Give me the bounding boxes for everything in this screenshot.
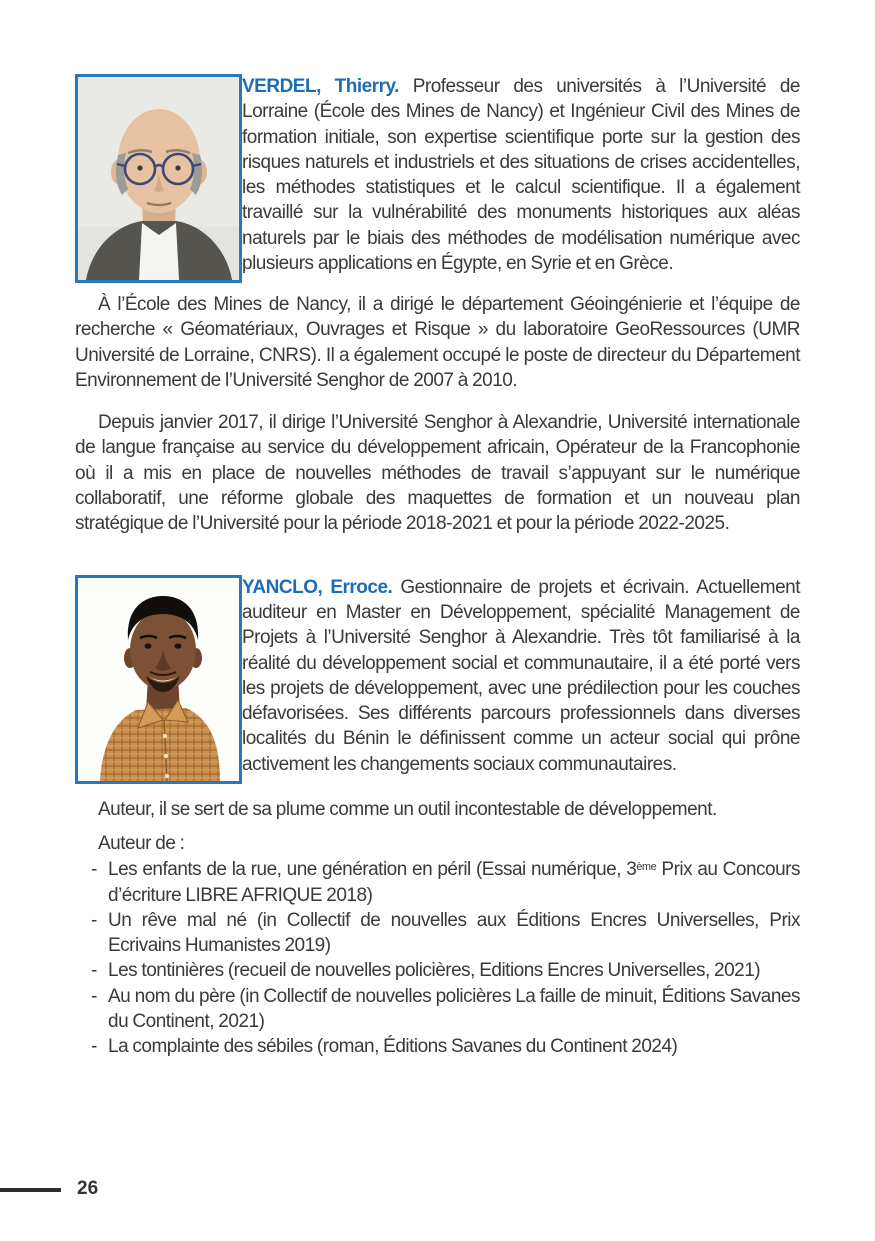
page-number: 26: [77, 1178, 99, 1199]
list-dash: -: [91, 985, 97, 1007]
list-dash: -: [91, 1036, 97, 1058]
verdel-paragraph-3: Depuis janvier 2017, il dirige l’Université Senghor à Alexandrie, Université internationale de langue française au service du développement africain, Opérateur de la Francophonie où il a mis en place de nouvelles méthodes de travail s’appuyant sur le numérique collaboratif, une réforme globale des maquettes de formation et un nouveau plan stratégique de l’Université pour la période 2018-2021 et pour la période 2022-2025.: [75, 412, 800, 535]
list-dash: -: [91, 960, 97, 982]
work-title-2: Un rêve mal né (in Collectif de nouvelles aux Éditions Encres Universelles, Prix Ecrivains Humanistes 2019): [108, 909, 800, 957]
work-title-1: Les enfants de la rue, une génération en péril (Essai numérique, 3ème Prix au Concours d’écriture LIBRE AFRIQUE 2018): [108, 859, 800, 906]
list-dash: -: [91, 859, 97, 881]
work-item-4: [91, 984, 800, 1035]
verdel-name: VERDEL, Thierry.: [242, 76, 399, 97]
work-item-1: [91, 857, 800, 908]
yanclo-bio-text: Gestionnaire de projets et écrivain. Actuellement auditeur en Master en Développement, spécialité Management de Projets à l’Université Senghor à Alexandrie. Très tôt familiarisé à la réalité du développement social et communautaire, il a été porté vers les projets de développement, avec une prédilection pour les couches défavorisées. Ses différents parcours professionnels dans diverses localités du Bénin le définissent comme un acteur social qui prône activement les changements sociaux communautaires.: [242, 576, 801, 775]
yanclo-photo: [75, 575, 242, 784]
yanclo-plume-paragraph: Auteur, il se sert de sa plume comme un outil incontestable de développement.: [98, 798, 717, 820]
work-title-5: La complainte des sébiles (roman, Éditions Savanes du Continent 2024): [108, 1036, 678, 1058]
yanclo-section: [75, 575, 800, 784]
work-item-3: [91, 958, 800, 983]
yanclo-works-heading: Auteur de :: [98, 832, 185, 854]
work-item-5: [91, 1034, 800, 1059]
verdel-bio-text: Professeur des universités à l’Université de Lorraine (École des Mines de Nancy) et Ingénieur Civil des Mines de formation initiale, son expertise scientifique porte sur la gestion des risques naturels et industriels et des situations de crises accidentelles, les méthodes statistiques et le calcul scientifique. Il a également travaillé sur la vulnérabilité des monuments historiques aux aléas naturels par le biais des méthodes de modélisation numérique avec plusieurs applications en Égypte, en Syrie et en Grèce.: [242, 76, 800, 275]
work-title-4: Au nom du père (in Collectif de nouvelles policières La faille de minuit, Éditions Savanes du Continent, 2021): [108, 985, 800, 1033]
verdel-section: [75, 74, 800, 283]
work-item-2: [91, 908, 800, 959]
footer-rule: [0, 1188, 61, 1192]
ordinal-superscript: ème: [636, 860, 657, 873]
verdel-photo: [75, 74, 242, 283]
list-dash: -: [91, 909, 97, 931]
verdel-paragraph-2: À l’École des Mines de Nancy, il a dirigé le département Géoingénierie et l’équipe de recherche « Géomatériaux, Ouvrages et Risque » du laboratoire GeoRessources (UMR Université de Lorraine, CNRS). Il a également occupé le poste de directeur du Département Environnement de l’Université Senghor de 2007 à 2010.: [75, 294, 800, 391]
verdel-portrait-image: [78, 77, 239, 280]
work-title-3: Les tontinières (recueil de nouvelles policières, Editions Encres Universelles, 2021): [108, 960, 761, 982]
yanclo-portrait-image: [78, 578, 239, 781]
yanclo-works-list: [91, 857, 800, 1059]
yanclo-name: YANCLO, Erroce.: [242, 576, 393, 598]
document-page-content: [75, 74, 800, 1060]
